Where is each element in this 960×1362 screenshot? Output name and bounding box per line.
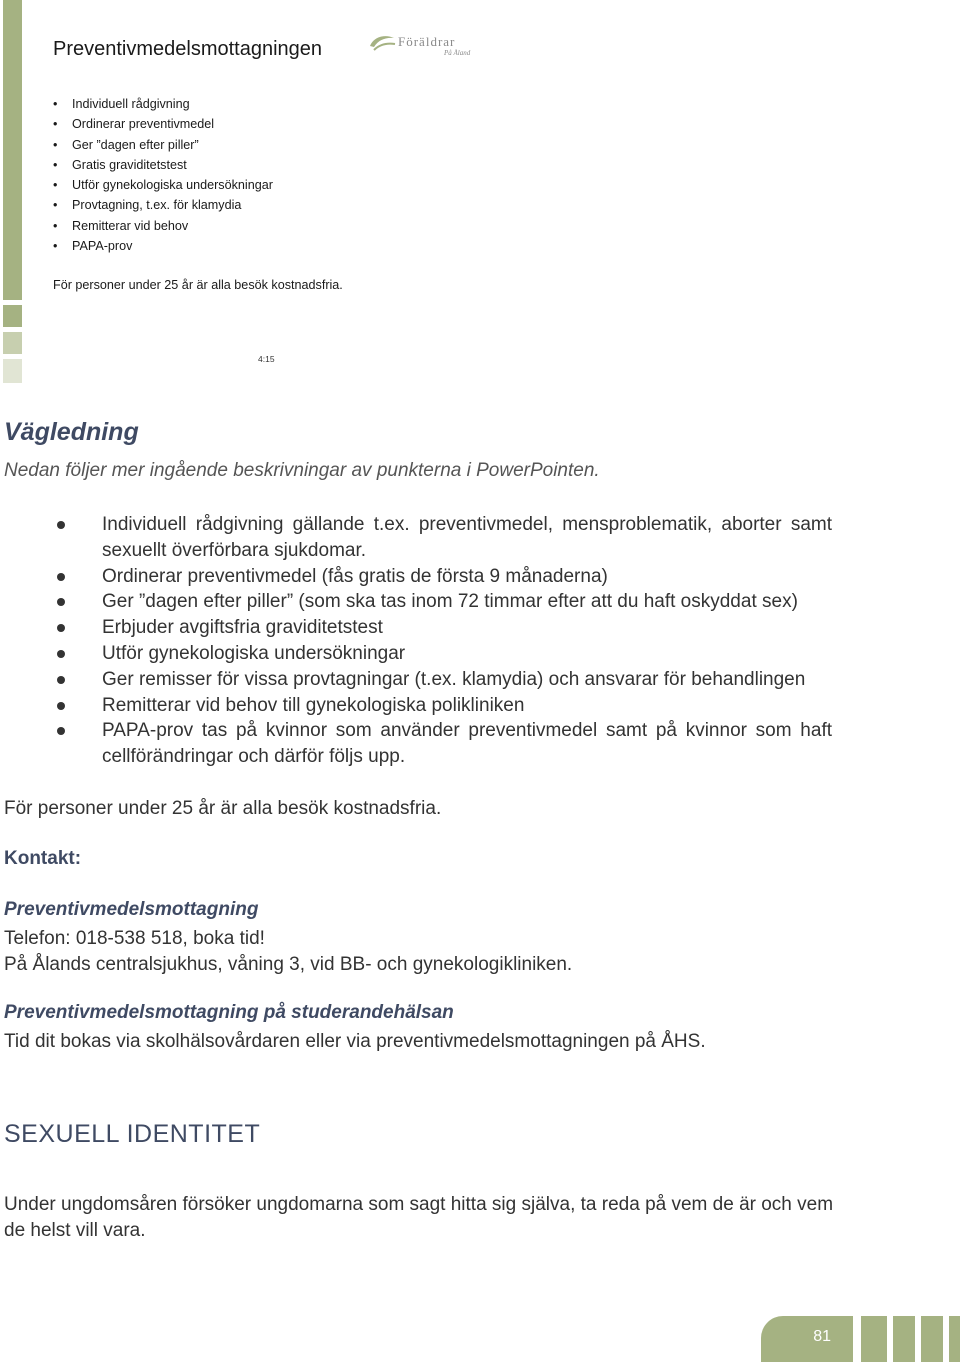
slide-note: För personer under 25 år är alla besök kostnadsfria.: [53, 278, 343, 292]
list-item: • Ordinerar preventivmedel: [53, 115, 273, 135]
list-item: • Individuell rådgivning: [53, 95, 273, 115]
slide-accent-square: [3, 332, 22, 354]
list-item: Utför gynekologiska undersökningar: [102, 641, 832, 667]
footer-stripe: [921, 1316, 943, 1362]
list-item: Ger ”dagen efter piller” (som ska tas inom 72 timmar efter att du haft oskyddat sex): [102, 589, 832, 615]
list-item: • Remitterar vid behov: [53, 217, 273, 237]
list-item: Erbjuder avgiftsfria graviditetstest: [102, 615, 832, 641]
contact-label: Kontakt:: [4, 848, 82, 869]
foraldrar-logo: [368, 32, 484, 60]
page-number: 81: [813, 1328, 831, 1345]
footer-stripe: [949, 1316, 960, 1362]
list-item: Ger remisser för vissa provtagningar (t.ex. klamydia) och ansvarar för behandlingen: [102, 667, 832, 693]
page-number-tab: [761, 1316, 853, 1362]
section-paragraph: Under ungdomsåren försöker ungdomarna som sagt hitta sig själva, ta reda på vem de är och vem de helst vill vara.: [4, 1194, 834, 1241]
free-visits-note: För personer under 25 år är alla besök kostnadsfria.: [4, 798, 442, 819]
slide-title: Preventivmedelsmottagningen: [53, 38, 323, 60]
footer-stripe: [893, 1316, 915, 1362]
list-item: Individuell rådgivning gällande t.ex. preventivmedel, mensproblematik, aborter samt sexuellt överförbara sjukdomar.: [102, 512, 832, 564]
guidance-bullet-list: [102, 512, 832, 770]
logo-wordmark: Föräldrar: [398, 34, 456, 49]
list-item: Ordinerar preventivmedel (fås gratis de första 9 månaderna): [102, 564, 832, 590]
list-item: • PAPA-prov: [53, 237, 273, 257]
slide-number: 4:15: [258, 354, 275, 364]
section-heading-guidance: Vägledning: [4, 418, 139, 446]
clinic-location: På Ålands centralsjukhus, våning 3, vid BB- och gynekologikliniken.: [4, 954, 573, 975]
list-item: • Utför gynekologiska undersökningar: [53, 176, 273, 196]
slide-accent-square: [3, 305, 22, 327]
list-item: PAPA-prov tas på kvinnor som använder preventivmedel samt på kvinnor som haft cellförändringar och därför följs upp.: [102, 718, 832, 770]
slide-bullet-list: [53, 95, 273, 257]
clinic-title: Preventivmedelsmottagning: [4, 899, 259, 920]
section-heading-sexual-identity: SEXUELL IDENTITET: [4, 1120, 261, 1148]
leaf-logo-icon: [368, 32, 398, 54]
list-item: • Gratis graviditetstest: [53, 156, 273, 176]
footer-stripe: [861, 1316, 887, 1362]
clinic-phone: Telefon: 018-538 518, boka tid!: [4, 928, 265, 949]
list-item: • Ger ”dagen efter piller”: [53, 136, 273, 156]
list-item: Remitterar vid behov till gynekologiska polikliniken: [102, 693, 832, 719]
guidance-intro: Nedan följer mer ingående beskrivningar av punkterna i PowerPointen.: [4, 460, 600, 481]
clinic-title: Preventivmedelsmottagning på studerandehälsan: [4, 1002, 454, 1023]
slide-accent-square: [3, 359, 22, 383]
logo-subtitle: På Åland: [444, 49, 471, 57]
list-item: • Provtagning, t.ex. för klamydia: [53, 196, 273, 216]
clinic-booking-info: Tid dit bokas via skolhälsovårdaren eller via preventivmedelsmottagningen på ÅHS.: [4, 1031, 706, 1052]
slide-accent-bar: [3, 0, 22, 300]
